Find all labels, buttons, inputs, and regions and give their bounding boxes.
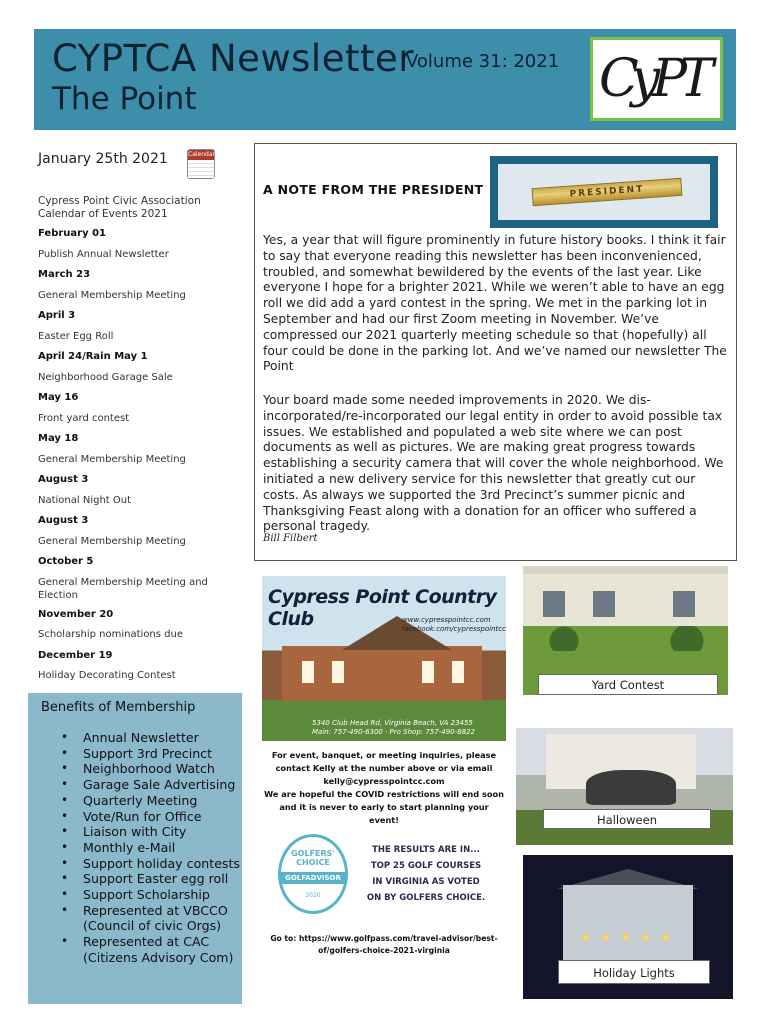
event-date: December 19 — [38, 649, 113, 661]
event-date: October 5 — [38, 556, 94, 567]
club-phones: Main: 757-490-6300 · Pro Shop: 757-490-8822 — [312, 728, 475, 736]
president-note — [254, 143, 737, 561]
event-desc: Publish Annual Newsletter — [38, 248, 169, 260]
benefit-item: • Annual Newsletter — [83, 730, 241, 746]
badge-year: 2020 — [305, 892, 321, 899]
halloween-caption: Halloween — [543, 809, 711, 829]
badge-brand: GOLFADVISOR — [281, 872, 345, 884]
benefit-item: • Garage Sale Advertising — [83, 777, 241, 793]
event-desc: General Membership Meeting — [38, 535, 186, 547]
event-desc: National Night Out — [38, 494, 132, 506]
logo-mark: CyPT — [599, 49, 706, 109]
club-facebook: facebook.com/cypresspointcc — [402, 625, 506, 633]
club-address-block — [312, 719, 475, 737]
note-title: A NOTE FROM THE PRESIDENT — [263, 182, 484, 197]
event-desc: General Membership Meeting — [38, 453, 186, 465]
badge-top: GOLFERS' CHOICE — [291, 849, 335, 867]
benefit-item: • Monthly e-Mail — [83, 840, 241, 856]
golf-results: THE RESULTS ARE IN... TOP 25 GOLF COURSES IN VIRGINIA AS VOTED ON BY GOLFERS CHOICE. — [366, 845, 486, 903]
events-list — [38, 227, 238, 690]
president-signature: Bill Filbert — [263, 533, 318, 544]
benefit-item: • Support Easter egg roll — [83, 871, 241, 887]
event-desc: Holiday Decorating Contest — [38, 670, 176, 681]
event-date: April 24/Rain May 1 — [38, 351, 148, 362]
volume-label: Volume 31: 2021 — [406, 51, 560, 72]
calendar-heading: Cypress Point Civic Association Calendar of Events 2021 — [38, 195, 201, 220]
club-address: 5340 Club Head Rd, Virginia Beach, VA 23455 — [312, 719, 473, 727]
country-club-flyer — [262, 576, 506, 964]
newsletter-title: CYPTCA Newsletter — [52, 37, 414, 80]
event-date: November 20 — [38, 608, 114, 620]
event-date: August 3 — [38, 474, 89, 485]
event-desc: Easter Egg Roll — [38, 330, 114, 342]
golf-advisor-badge — [278, 834, 348, 914]
benefit-item: • Liaison with City — [83, 824, 241, 840]
president-plate-image — [490, 156, 718, 228]
event-desc: General Membership Meeting — [38, 289, 186, 301]
event-date: August 3 — [38, 515, 89, 526]
event-date: February 01 — [38, 228, 107, 239]
benefits-heading: Benefits of Membership — [41, 700, 196, 715]
golf-link: Go to: https://www.golfpass.com/travel-advisor/best-of/golfers-choice-2021-virginia — [270, 934, 498, 955]
club-website: www.cypresspointcc.com — [402, 616, 491, 624]
club-covid-note: We are hopeful the COVID restrictions will end soon and it is never to early to start planning your event! — [264, 789, 504, 825]
benefits-list — [83, 730, 241, 966]
newsletter-banner — [34, 29, 736, 130]
benefit-item: • Quarterly Meeting — [83, 793, 241, 809]
cypt-logo — [590, 37, 723, 121]
holiday-lights-caption: Holiday Lights — [558, 960, 710, 984]
event-date: April 3 — [38, 310, 76, 321]
event-date: May 18 — [38, 433, 79, 444]
benefit-item: • Neighborhood Watch — [83, 761, 241, 777]
note-paragraph-2: Your board made some needed improvements in 2020. We dis-incorporated/re-incorporated our legal entity in order to avoid possible tax issues. We established and populated a web site where we can post documents as well as pictures. We are making great progress towards establishing a security camera that will cover the whole neighborhood. We initiated a new delivery service for this newsletter that greatly cut our costs. As always we supported the 3rd Precinct’s summer picnic and Thanksgiving Feast along with a donation for an officer who suffered a personal tragedy. — [263, 393, 724, 534]
event-date: March 23 — [38, 269, 91, 280]
newsletter-subtitle: The Point — [52, 81, 197, 117]
event-date: May 16 — [38, 392, 79, 403]
president-plate: PRESIDENT — [532, 178, 683, 206]
club-title: Cypress Point Country Club — [268, 586, 497, 630]
event-desc: Neighborhood Garage Sale — [38, 371, 173, 383]
benefit-item: • Represented at VBCCO (Council of civic Orgs) — [83, 903, 241, 934]
benefit-item: • Support 3rd Precinct — [83, 746, 241, 762]
event-desc: General Membership Meeting and Election — [38, 576, 208, 601]
calendar-icon — [187, 149, 215, 179]
yard-contest-caption: Yard Contest — [538, 674, 718, 695]
club-inquiry: For event, banquet, or meeting inquiries, please contact Kelly at the number above or via email kelly@cypresspointcc.com — [271, 750, 497, 786]
club-inquiry-text — [264, 749, 504, 827]
benefit-item: • Vote/Run for Office — [83, 809, 241, 825]
benefit-item: • Support holiday contests — [83, 856, 241, 872]
event-desc: Scholarship nominations due — [38, 629, 183, 640]
clubhouse-photo — [262, 576, 506, 741]
benefit-item: • Support Scholarship — [83, 887, 241, 903]
event-desc: Front yard contest — [38, 412, 130, 424]
note-paragraph-1: Yes, a year that will figure prominently in future history books. I think it fair to say that everyone reading this newsletter has been inconvenienced, troubled, and somewhat bewildered by the events of the last year. Like everyone I hope for a brighter 2021. While we weren’t able to have an egg roll we did add a yard contest in the spring. We met in the parking lot in September and had our first Zoom meeting in November. We’ve compressed our 2021 quarterly meeting schedule so that (hopefully) all four could be done in the parking lot. And we’ve named our newsletter The Point — [263, 233, 727, 374]
benefit-item: • Represented at CAC (Citizens Advisory Com) — [83, 934, 241, 965]
club-links — [402, 616, 506, 634]
benefits-box — [28, 693, 242, 1004]
calendar-icon-label: Calendar — [188, 151, 215, 158]
issue-date: January 25th 2021 — [38, 151, 168, 167]
